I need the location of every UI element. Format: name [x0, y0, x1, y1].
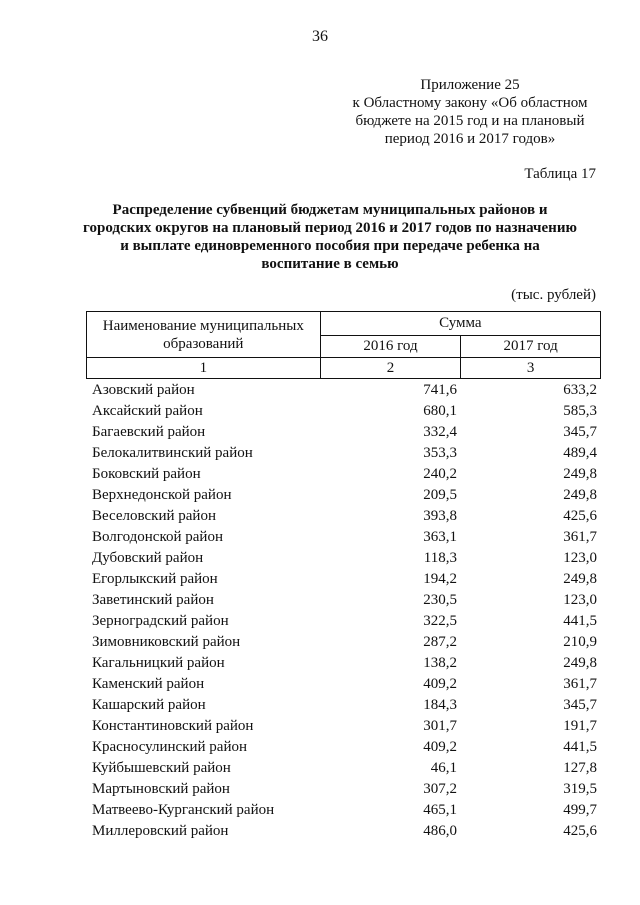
value-2017-cell: 425,6: [563, 823, 597, 839]
table-row: [86, 548, 601, 569]
table-row: [86, 821, 601, 842]
value-2016-cell: 240,2: [423, 466, 457, 482]
table-row: [86, 737, 601, 758]
value-2017-cell: 249,8: [563, 466, 597, 482]
value-2017-cell: 499,7: [563, 802, 597, 818]
table-row: [86, 674, 601, 695]
appendix-line: к Областному закону «Об областном: [352, 95, 588, 111]
appendix-line: бюджете на 2015 год и на плановый: [355, 113, 585, 129]
value-2017-cell: 210,9: [563, 634, 597, 650]
value-2016-cell: 363,1: [423, 529, 457, 545]
table-row: [86, 443, 601, 464]
appendix-line: Приложение 25: [420, 77, 520, 93]
value-2016-cell: 184,3: [423, 697, 457, 713]
value-2017-cell: 441,5: [563, 739, 597, 755]
value-2016-cell: 194,2: [423, 571, 457, 587]
value-2017-cell: 319,5: [563, 781, 597, 797]
value-2016-cell: 741,6: [423, 382, 457, 398]
table-row: [86, 800, 601, 821]
header-column-number: 1: [87, 358, 321, 379]
table-row: [86, 716, 601, 737]
value-2016-cell: 138,2: [423, 655, 457, 671]
table-row: [86, 380, 601, 401]
value-2016-cell: 465,1: [423, 802, 457, 818]
table-row: [86, 464, 601, 485]
value-2016-cell: 486,0: [423, 823, 457, 839]
value-2016-cell: 301,7: [423, 718, 457, 734]
table-row: [86, 632, 601, 653]
header-sum-group: Сумма: [320, 312, 600, 336]
value-2017-cell: 345,7: [563, 697, 597, 713]
district-name-cell: Красносулинский район: [92, 739, 248, 755]
value-2017-cell: 441,5: [563, 613, 597, 629]
value-2016-cell: 307,2: [423, 781, 457, 797]
value-2017-cell: 123,0: [563, 592, 597, 608]
district-name-cell: Миллеровский район: [92, 823, 229, 839]
district-name-cell: Верхнедонской район: [92, 487, 232, 503]
value-2016-cell: 680,1: [423, 403, 457, 419]
header-column-number: 3: [461, 358, 601, 379]
data-table: [86, 380, 601, 842]
value-2016-cell: 287,2: [423, 634, 457, 650]
value-2017-cell: 249,8: [563, 655, 597, 671]
document-title: [60, 201, 600, 273]
value-2017-cell: 361,7: [563, 676, 597, 692]
header-year-2016: 2016 год: [320, 336, 461, 358]
district-name-cell: Зерноградский район: [92, 613, 229, 629]
district-name-cell: Багаевский район: [92, 424, 206, 440]
district-name-cell: Мартыновский район: [92, 781, 230, 797]
title-line: и выплате единовременного пособия при передаче ребенка на: [120, 238, 540, 254]
district-name-cell: Боковский район: [92, 466, 201, 482]
table-row: [86, 569, 601, 590]
value-2016-cell: 322,5: [423, 613, 457, 629]
value-2017-cell: 361,7: [563, 529, 597, 545]
table-row: [86, 758, 601, 779]
table-row: [86, 527, 601, 548]
table-number: Таблица 17: [524, 166, 596, 182]
table-row: [86, 779, 601, 800]
table-row: [86, 695, 601, 716]
appendix-line: период 2016 и 2017 годов»: [384, 131, 556, 147]
value-2017-cell: 489,4: [563, 445, 597, 461]
district-name-cell: Каменский район: [92, 676, 205, 692]
value-2017-cell: 127,8: [563, 760, 597, 776]
district-name-cell: Егорлыкский район: [92, 571, 218, 587]
value-2016-cell: 409,2: [423, 739, 457, 755]
value-2016-cell: 409,2: [423, 676, 457, 692]
district-name-cell: Заветинский район: [92, 592, 214, 608]
table-row: [86, 401, 601, 422]
value-2016-cell: 118,3: [423, 550, 457, 566]
district-name-cell: Кагальницкий район: [92, 655, 225, 671]
district-name-cell: Кашарский район: [92, 697, 206, 713]
value-2016-cell: 230,5: [423, 592, 457, 608]
value-2016-cell: 46,1: [430, 760, 457, 776]
value-2016-cell: 393,8: [423, 508, 457, 524]
units-label: (тыс. рублей): [511, 287, 596, 303]
value-2017-cell: 123,0: [563, 550, 597, 566]
district-name-cell: Белокалитвинский район: [92, 445, 253, 461]
value-2016-cell: 332,4: [423, 424, 457, 440]
district-name-cell: Волгодонской район: [92, 529, 223, 545]
district-name-cell: Аксайский район: [92, 403, 203, 419]
title-line: воспитание в семью: [261, 256, 399, 272]
header-year-2017: 2017 год: [461, 336, 601, 358]
title-line: Распределение субвенций бюджетам муниципальных районов и: [112, 202, 548, 218]
table-row: [86, 506, 601, 527]
appendix-reference: [340, 76, 600, 148]
district-name-cell: Матвеево-Курганский район: [92, 802, 275, 818]
value-2017-cell: 191,7: [563, 718, 597, 734]
table-row: [86, 485, 601, 506]
table-row: [86, 590, 601, 611]
header-column-number: 2: [320, 358, 461, 379]
value-2016-cell: 353,3: [423, 445, 457, 461]
value-2017-cell: 249,8: [563, 571, 597, 587]
title-line: городских округов на плановый период 2016 и 2017 годов по назначению: [83, 220, 577, 236]
value-2017-cell: 633,2: [563, 382, 597, 398]
district-name-cell: Азовский район: [92, 382, 195, 398]
table-header: [86, 311, 601, 379]
district-name-cell: Дубовский район: [92, 550, 204, 566]
page-number: 36: [312, 28, 328, 45]
value-2017-cell: 249,8: [563, 487, 597, 503]
value-2017-cell: 345,7: [563, 424, 597, 440]
value-2017-cell: 425,6: [563, 508, 597, 524]
table-row: [86, 422, 601, 443]
district-name-cell: Зимовниковский район: [92, 634, 241, 650]
table-row: [86, 611, 601, 632]
value-2017-cell: 585,3: [563, 403, 597, 419]
district-name-cell: Куйбышевский район: [92, 760, 231, 776]
header-name-column: Наименование муниципальных образований: [87, 312, 321, 358]
table-row: [86, 653, 601, 674]
district-name-cell: Веселовский район: [92, 508, 216, 524]
value-2016-cell: 209,5: [423, 487, 457, 503]
district-name-cell: Константиновский район: [92, 718, 254, 734]
